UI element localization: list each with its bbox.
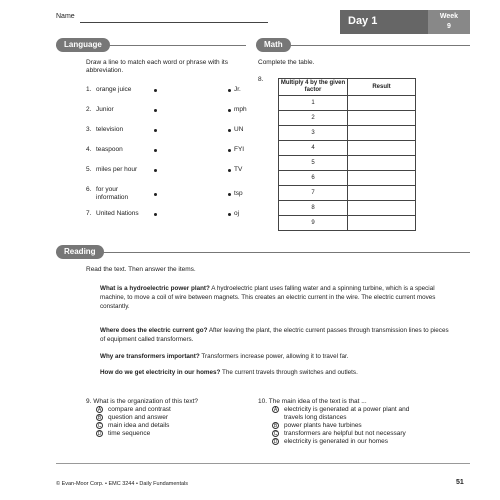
list-item: 6. for your information tsp: [86, 186, 243, 201]
reading-paragraph: Where does the electric current go? After leaving the plant, the electric current passes through transmission lines to pieces of equipment called transformers.: [100, 327, 449, 343]
match-dot[interactable]: [154, 129, 157, 132]
match-dot[interactable]: [228, 193, 231, 196]
math-header: [256, 38, 470, 52]
result-cell[interactable]: [348, 186, 416, 201]
name-line[interactable]: [80, 22, 268, 23]
list-item: 7. United Nations oj: [86, 210, 240, 217]
answer-option[interactable]: D electricity is generated in our homes: [273, 438, 389, 445]
week-label: Week: [439, 13, 459, 20]
question-10: 10. The main idea of the text is that ... A electricity is generated at a power plant and travels long distances B power plants have turbines C transformers are helpful but not necessary D electricity is generated in our homes: [258, 398, 418, 446]
match-dot[interactable]: [154, 149, 157, 152]
match-dot[interactable]: [154, 109, 157, 112]
reading-title: Reading: [56, 245, 104, 259]
table-row: 5: [279, 156, 416, 171]
day-badge: [340, 10, 470, 34]
match-dot[interactable]: [154, 89, 157, 92]
answer-option[interactable]: A electricity is generated at a power plant and travels long distances: [273, 406, 410, 421]
reading-header: [56, 245, 470, 259]
result-cell[interactable]: [348, 216, 416, 231]
answer-option[interactable]: C transformers are helpful but not necessary: [273, 430, 406, 437]
math-instruction: Complete the table.: [258, 59, 315, 66]
footer-divider: [56, 463, 470, 464]
reading-paragraph: What is a hydroelectric power plant? A hydroelectric plant uses falling water and a spinning turbine, which is a special machine, to move a coil of wire between magnets. This creates an electric current in the wire. The electric current moves constantly.: [100, 285, 436, 310]
reading-paragraph: Why are transformers important? Transformers increase power, allowing it to travel far.: [100, 353, 349, 360]
footer-credit: © Evan-Moor Corp. • EMC 3244 • Daily Fundamentals: [56, 481, 189, 487]
result-cell[interactable]: [348, 156, 416, 171]
match-dot[interactable]: [154, 193, 157, 196]
result-cell[interactable]: [348, 171, 416, 186]
language-header: [56, 38, 246, 52]
multiply-table: [278, 78, 416, 231]
match-dot[interactable]: [228, 129, 231, 132]
answer-option[interactable]: A compare and contrast: [97, 406, 171, 413]
result-cell[interactable]: [348, 201, 416, 216]
list-item: 5. miles per hour TV: [86, 166, 243, 173]
day-label: Day 1: [348, 15, 378, 27]
table-header-factor: Multiply 4 by the given factor: [279, 79, 348, 96]
table-row: 7: [279, 186, 416, 201]
table-row: 3: [279, 126, 416, 141]
week-number: 9: [447, 23, 451, 30]
result-cell[interactable]: [348, 111, 416, 126]
reading-paragraph: How do we get electricity in our homes? The current travels through switches and outlets.: [100, 369, 358, 376]
match-dot[interactable]: [228, 89, 231, 92]
match-dot[interactable]: [154, 169, 157, 172]
table-row: 1: [279, 96, 416, 111]
match-dot[interactable]: [228, 149, 231, 152]
match-dot[interactable]: [154, 213, 157, 216]
list-item: 4. teaspoon FYI: [86, 146, 245, 153]
match-dot[interactable]: [228, 169, 231, 172]
match-dot[interactable]: [228, 109, 231, 112]
match-dot[interactable]: [228, 213, 231, 216]
table-row: 2: [279, 111, 416, 126]
week-badge: [428, 10, 470, 34]
list-item: 3. television UN: [86, 126, 244, 133]
answer-option[interactable]: C main idea and details: [97, 422, 170, 429]
language-title: Language: [56, 38, 110, 52]
table-header-result: Result: [348, 79, 416, 96]
list-item: 2. Junior mph: [86, 106, 247, 113]
table-row: 9: [279, 216, 416, 231]
result-cell[interactable]: [348, 96, 416, 111]
list-item: 1. orange juice Jr.: [86, 86, 241, 93]
answer-option[interactable]: D time sequence: [97, 430, 151, 437]
math-question-number: 8.: [258, 76, 264, 83]
answer-option[interactable]: B power plants have turbines: [273, 422, 362, 429]
result-cell[interactable]: [348, 141, 416, 156]
result-cell[interactable]: [348, 126, 416, 141]
question-9: 9. What is the organization of this text? A compare and contrast B question and answer C main idea and details D time sequence: [86, 398, 246, 438]
answer-option[interactable]: B question and answer: [97, 414, 168, 421]
table-row: 4: [279, 141, 416, 156]
name-label: Name: [56, 13, 75, 20]
table-row: 6: [279, 171, 416, 186]
page-number: 51: [456, 479, 464, 486]
reading-instruction: Read the text. Then answer the items.: [86, 266, 196, 273]
math-title: Math: [256, 38, 291, 52]
language-instruction: Draw a line to match each word or phrase with its abbreviation.: [86, 59, 228, 74]
table-row: 8: [279, 201, 416, 216]
